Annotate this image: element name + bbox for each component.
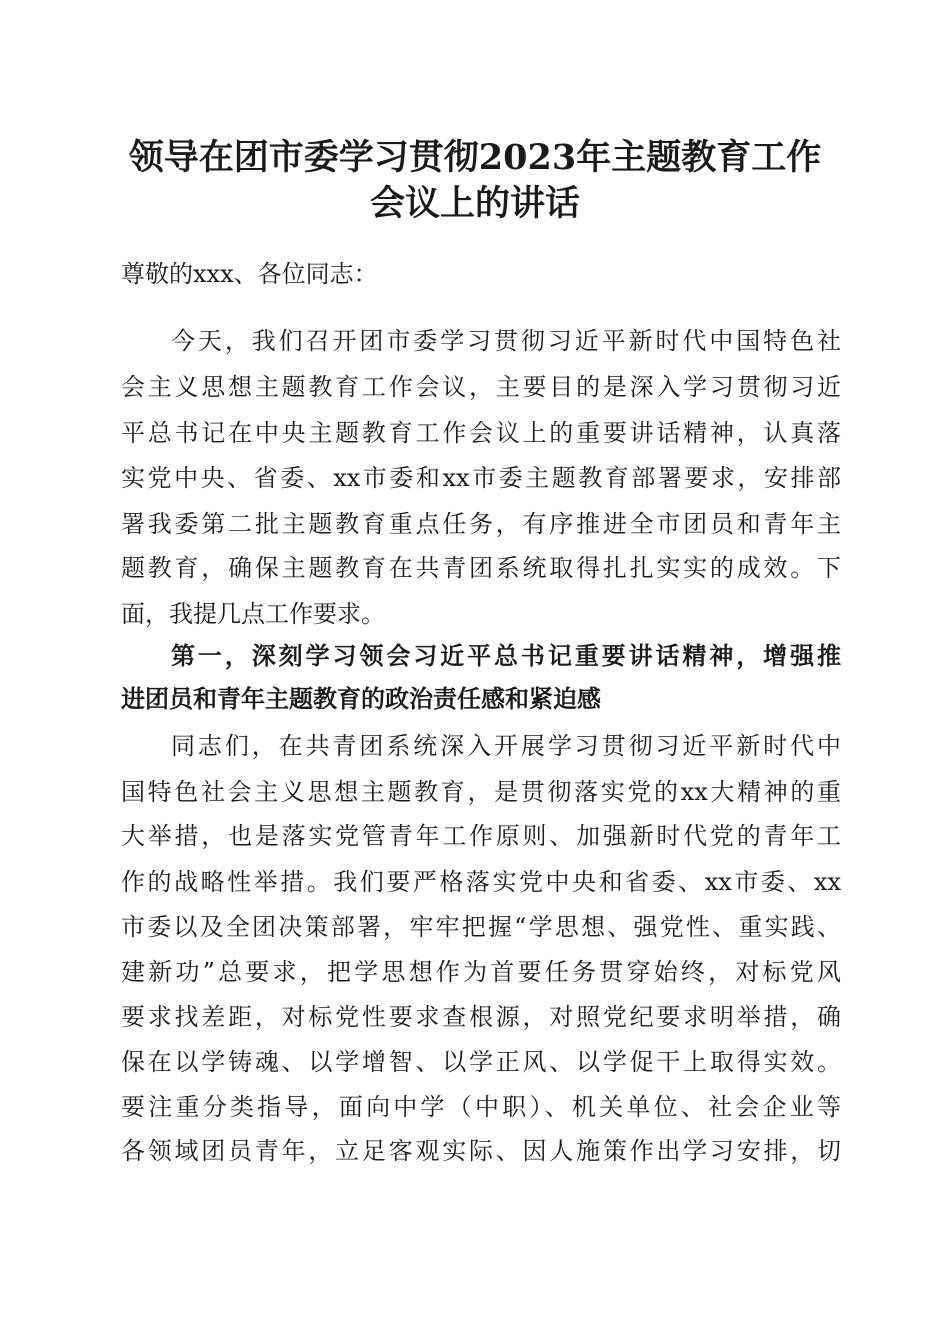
paragraph-1-line-6: 题教育，确保主题教育在共青团系统取得扎扎实实的成效。下 [121,554,841,582]
paragraph-2-line-1: 同志们，在共青团系统深入开展学习贯彻习近平新时代中 [171,732,841,760]
heading-1-line-1: 第一，深刻学习领会习近平总书记重要讲话精神，增强推 [171,641,841,670]
document-title-line-2: 会议上的讲话 [369,183,580,224]
paragraph-1-line-5: 署我委第二批主题教育重点任务，有序推进全市团员和青年主 [121,510,841,538]
heading-1-line-2: 进团员和青年主题教育的政治责任感和紧迫感 [121,684,601,713]
paragraph-2-line-5: 市委以及全团决策部署，牢牢把握“学思想、强党性、重实践、 [121,913,841,941]
paragraph-2-line-10: 各领域团员青年，立足客观实际、因人施策作出学习安排，切 [121,1137,841,1165]
paragraph-2-line-9: 要注重分类指导，面向中学（中职）、机关单位、社会企业等 [121,1093,841,1121]
paragraph-1-line-2: 会主义思想主题教育工作会议，主要目的是深入学习贯彻习近 [121,373,841,401]
paragraph-1-line-7: 面，我提几点工作要求。 [121,600,385,628]
paragraph-1-line-4: 实党中央、省委、xx市委和xx市委主题教育部署要求，安排部 [121,464,841,492]
paragraph-1-line-1: 今天，我们召开团市委学习贯彻习近平新时代中国特色社 [171,327,841,355]
paragraph-2-line-4: 作的战略性举措。我们要严格落实党中央和省委、xx市委、xx [121,868,841,896]
paragraph-1-line-3: 平总书记在中央主题教育工作会议上的重要讲话精神，认真落 [121,419,841,447]
paragraph-2-line-2: 国特色社会主义思想主题教育，是贯彻落实党的xx大精神的重 [121,778,841,806]
paragraph-2-line-7: 要求找差距，对标党性要求查根源，对照党纪要求明举措，确 [121,1003,841,1031]
salutation: 尊敬的xxx、各位同志： [121,260,378,288]
paragraph-2-line-3: 大举措，也是落实党管青年工作原则、加强新时代党的青年工 [121,822,841,850]
paragraph-2-line-8: 保在以学铸魂、以学增智、以学正风、以学促干上取得实效。 [121,1048,841,1076]
document-title-line-1: 领导在团市委学习贯彻2023年主题教育工作 [128,137,822,178]
paragraph-2-line-6: 建新功”总要求，把学思想作为首要任务贯穿始终，对标党风 [121,958,841,986]
